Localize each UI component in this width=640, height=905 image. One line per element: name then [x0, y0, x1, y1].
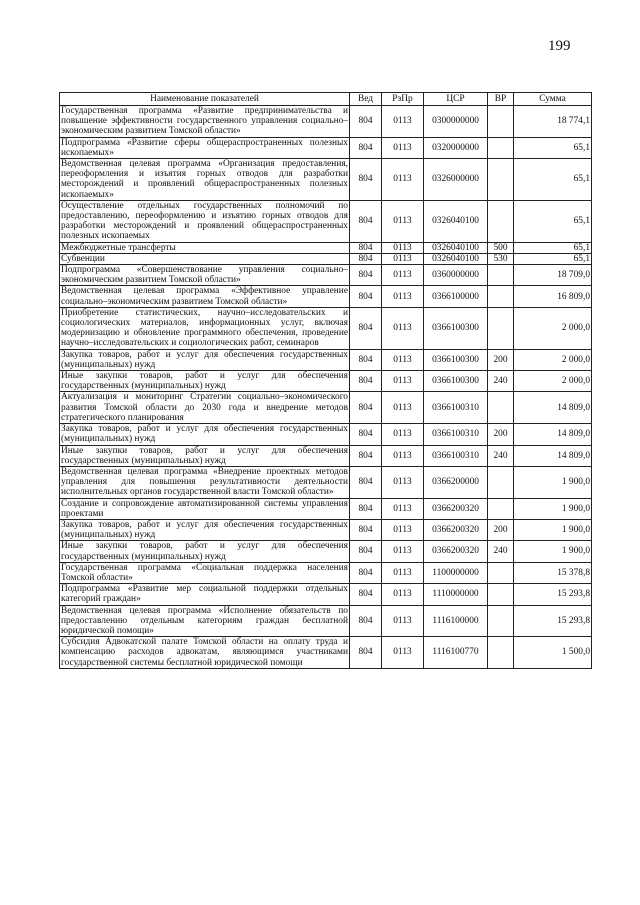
row-sum: 1 900,0: [514, 498, 592, 519]
row-rzpr: 0113: [382, 286, 424, 307]
table-row: [60, 605, 592, 637]
row-name: Межбюджетные трансферты: [60, 242, 350, 253]
row-csr: 0366100310: [424, 445, 488, 466]
row-rzpr: 0113: [382, 159, 424, 201]
row-rzpr: 0113: [382, 637, 424, 669]
row-csr: 0366100300: [424, 349, 488, 370]
table-row: [60, 200, 592, 242]
row-rzpr: 0113: [382, 307, 424, 349]
row-name: Закупка товаров, работ и услуг для обеспечения государственных (муниципальных) нужд: [61, 349, 348, 370]
row-ved: 804: [350, 466, 382, 498]
row-rzpr: 0113: [382, 265, 424, 286]
table-body: [60, 106, 592, 669]
row-name: Приобретение статистических, научно–исследовательских и социологических материалов, информационных услуг, включая модернизацию и обновление программного обеспечения, проведение научно–исследовательских и социологических работ, семинаров: [61, 307, 348, 349]
row-rzpr: 0113: [382, 137, 424, 158]
row-rzpr: 0113: [382, 466, 424, 498]
row-rzpr: 0113: [382, 349, 424, 370]
row-rzpr: 0113: [382, 200, 424, 242]
row-rzpr: 0113: [382, 392, 424, 424]
row-name: Ведомственная целевая программа «Исполнение обязательств по предоставлению отдельным категориям граждан бесплатной юридической помощи»: [61, 605, 348, 636]
row-vr: [488, 498, 514, 519]
table-row: [60, 159, 592, 201]
row-name: Иные закупки товаров, работ и услуг для обеспечения государственных (муниципальных) нужд: [61, 445, 348, 466]
row-vr: 530: [488, 253, 514, 264]
row-csr: 0366100310: [424, 392, 488, 424]
row-sum: 18 709,0: [514, 265, 592, 286]
header-ved: Вед: [350, 93, 382, 106]
row-ved: 804: [350, 286, 382, 307]
row-ved: 804: [350, 562, 382, 583]
row-sum: 15 293,8: [514, 605, 592, 637]
row-csr: 0366200320: [424, 498, 488, 519]
row-name: Актуализация и мониторинг Стратегии социально–экономического развития Томской области до 2030 года и внедрение методов стратегического планирования: [61, 392, 348, 423]
row-name: Ведомственная целевая программа «Внедрение проектных методов управления для повышения результативности деятельности исполнительных органов государственной власти Томской области»: [61, 466, 348, 498]
row-name: Создание и сопровождение автоматизированной системы управления проектами: [61, 498, 348, 519]
row-name: Государственная программа «Социальная поддержка населения Томской области»: [61, 562, 348, 583]
row-csr: 0326000000: [424, 159, 488, 201]
row-csr: 1116100000: [424, 605, 488, 637]
row-vr: [488, 605, 514, 637]
page-number: 199: [548, 38, 571, 54]
row-rzpr: 0113: [382, 424, 424, 445]
row-sum: 65,1: [514, 200, 592, 242]
table-row: [60, 137, 592, 158]
row-sum: 1 900,0: [514, 519, 592, 540]
row-ved: 804: [350, 519, 382, 540]
row-vr: [488, 637, 514, 669]
row-rzpr: 0113: [382, 445, 424, 466]
table-row: [60, 541, 592, 562]
row-csr: 0366200320: [424, 519, 488, 540]
row-sum: 1 900,0: [514, 466, 592, 498]
row-ved: 804: [350, 498, 382, 519]
row-csr: 0366200320: [424, 541, 488, 562]
row-vr: [488, 286, 514, 307]
table-row: [60, 253, 592, 264]
header-sum: Сумма: [514, 93, 592, 106]
table-header-row: [60, 93, 592, 106]
row-sum: 14 809,0: [514, 445, 592, 466]
row-name: Субвенции: [60, 253, 350, 264]
row-rzpr: 0113: [382, 106, 424, 138]
row-ved: 804: [350, 349, 382, 370]
row-sum: 65,1: [514, 137, 592, 158]
row-ved: 804: [350, 584, 382, 605]
row-name: Иные закупки товаров, работ и услуг для обеспечения государственных (муниципальных) нужд: [61, 541, 348, 562]
table-row: [60, 349, 592, 370]
row-csr: 1100000000: [424, 562, 488, 583]
row-sum: 14 809,0: [514, 392, 592, 424]
row-sum: 65,1: [514, 242, 592, 253]
row-name: Подпрограмма «Развитие мер социальной поддержки отдельных категорий граждан»: [61, 584, 348, 605]
table-row: [60, 371, 592, 392]
row-vr: 240: [488, 445, 514, 466]
row-rzpr: 0113: [382, 242, 424, 253]
row-ved: 804: [350, 637, 382, 669]
row-vr: 240: [488, 371, 514, 392]
row-ved: 804: [350, 265, 382, 286]
row-sum: 15 378,8: [514, 562, 592, 583]
row-sum: 65,1: [514, 159, 592, 201]
row-rzpr: 0113: [382, 562, 424, 583]
header-vr: ВР: [488, 93, 514, 106]
row-vr: [488, 137, 514, 158]
row-sum: 65,1: [514, 253, 592, 264]
row-vr: 200: [488, 424, 514, 445]
row-rzpr: 0113: [382, 519, 424, 540]
row-sum: 16 809,0: [514, 286, 592, 307]
row-sum: 1 500,0: [514, 637, 592, 669]
budget-table: [59, 92, 592, 669]
table-row: [60, 424, 592, 445]
table-row: [60, 445, 592, 466]
row-sum: 18 774,1: [514, 106, 592, 138]
row-csr: 0326040100: [424, 200, 488, 242]
table-row: [60, 562, 592, 583]
row-name: Субсидия Адвокатской палате Томской области на оплату труда и компенсацию расходов адвокатам, являющимся участниками государственной системы бесплатной юридической помощи: [61, 637, 348, 668]
table-row: [60, 307, 592, 349]
table-row: [60, 392, 592, 424]
row-ved: 804: [350, 307, 382, 349]
row-sum: 1 900,0: [514, 541, 592, 562]
row-rzpr: 0113: [382, 541, 424, 562]
row-ved: 804: [350, 445, 382, 466]
row-ved: 804: [350, 242, 382, 253]
row-ved: 804: [350, 424, 382, 445]
row-csr: 0366100300: [424, 371, 488, 392]
row-csr: 0366100310: [424, 424, 488, 445]
row-ved: 804: [350, 541, 382, 562]
table-row: [60, 584, 592, 605]
row-csr: 1110000000: [424, 584, 488, 605]
table-row: [60, 519, 592, 540]
header-rzpr: РзПр: [382, 93, 424, 106]
row-csr: 0326040100: [424, 242, 488, 253]
row-sum: 2 000,0: [514, 307, 592, 349]
row-sum: 2 000,0: [514, 371, 592, 392]
row-rzpr: 0113: [382, 584, 424, 605]
row-vr: 200: [488, 519, 514, 540]
row-sum: 14 809,0: [514, 424, 592, 445]
table-row: [60, 637, 592, 669]
row-ved: 804: [350, 392, 382, 424]
row-name: Иные закупки товаров, работ и услуг для обеспечения государственных (муниципальных) нужд: [61, 371, 348, 392]
row-csr: 0366100300: [424, 307, 488, 349]
row-vr: [488, 466, 514, 498]
row-name: Подпрограмма «Совершенствование управления социально–экономическим развитием Томской области»: [61, 265, 348, 286]
row-rzpr: 0113: [382, 253, 424, 264]
header-name: Наименование показателей: [60, 93, 350, 106]
row-vr: [488, 159, 514, 201]
row-csr: 0326040100: [424, 253, 488, 264]
row-ved: 804: [350, 605, 382, 637]
row-ved: 804: [350, 253, 382, 264]
row-vr: 240: [488, 541, 514, 562]
row-vr: [488, 265, 514, 286]
table-row: [60, 265, 592, 286]
row-csr: 0300000000: [424, 106, 488, 138]
row-ved: 804: [350, 371, 382, 392]
row-rzpr: 0113: [382, 605, 424, 637]
row-vr: 200: [488, 349, 514, 370]
table-row: [60, 466, 592, 498]
row-vr: [488, 392, 514, 424]
table-row: [60, 242, 592, 253]
row-rzpr: 0113: [382, 371, 424, 392]
row-csr: 0320000000: [424, 137, 488, 158]
row-name: Государственная программа «Развитие предпринимательства и повышение эффективности государственного управления социально–экономическим развитием Томской области»: [61, 106, 348, 137]
row-ved: 804: [350, 106, 382, 138]
row-csr: 0360000000: [424, 265, 488, 286]
row-csr: 1116100770: [424, 637, 488, 669]
row-sum: 2 000,0: [514, 349, 592, 370]
header-csr: ЦСР: [424, 93, 488, 106]
row-rzpr: 0113: [382, 498, 424, 519]
row-name: Осуществление отдельных государственных полномочий по предоставлению, переоформлению и изъятию горных отводов для разработки месторождений и проявлений общераспространенных полезных ископаемых: [61, 200, 348, 242]
row-vr: [488, 584, 514, 605]
row-vr: [488, 562, 514, 583]
row-vr: [488, 307, 514, 349]
row-name: Ведомственная целевая программа «Эффективное управление социально–экономическим развитием Томской области»: [61, 286, 348, 307]
row-ved: 804: [350, 200, 382, 242]
row-vr: 500: [488, 242, 514, 253]
table-row: [60, 286, 592, 307]
row-vr: [488, 200, 514, 242]
table-row: [60, 498, 592, 519]
row-name: Закупка товаров, работ и услуг для обеспечения государственных (муниципальных) нужд: [61, 519, 348, 541]
row-name: Подпрограмма «Развитие сферы общераспространенных полезных ископаемых»: [61, 137, 348, 158]
row-vr: [488, 106, 514, 138]
row-ved: 804: [350, 159, 382, 201]
row-ved: 804: [350, 137, 382, 158]
row-sum: 15 293,8: [514, 584, 592, 605]
table-row: [60, 106, 592, 138]
row-name: Закупка товаров, работ и услуг для обеспечения государственных (муниципальных) нужд: [61, 424, 348, 445]
row-name: Ведомственная целевая программа «Организация предоставления, переоформления и изъятия горных отводов для разработки месторождений и проявлений общераспространенных полезных ископаемых»: [61, 159, 348, 200]
row-csr: 0366100000: [424, 286, 488, 307]
row-csr: 0366200000: [424, 466, 488, 498]
